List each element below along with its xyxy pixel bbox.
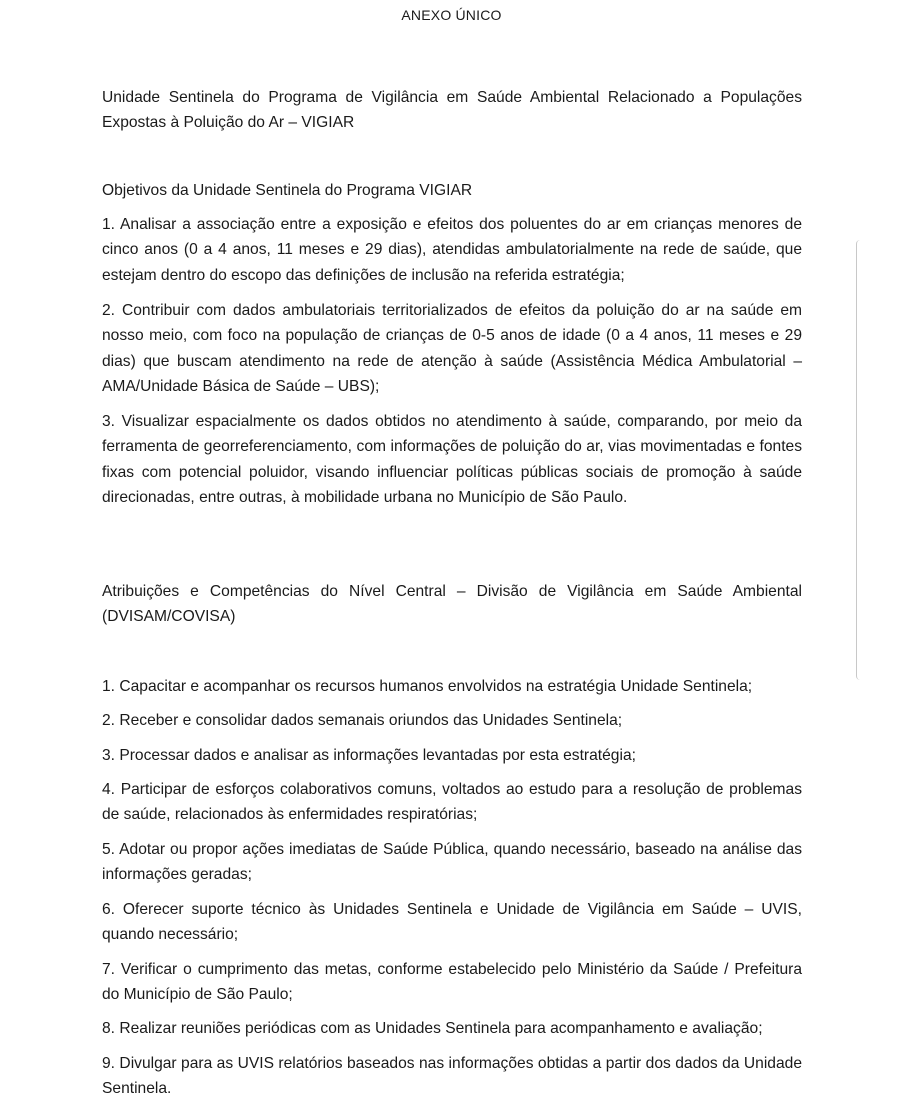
document-title: Unidade Sentinela do Programa de Vigilância em Saúde Ambiental Relacionado a Populações Expostas à Poluição do Ar – VIGIAR [102,89,802,132]
attributions-heading: Atribuições e Competências do Nível Central – Divisão de Vigilância em Saúde Ambiental (DVISAM/COVISA) [102,583,802,626]
page-edge-bracket [856,240,860,680]
attribution-item-6: 6. Oferecer suporte técnico às Unidades Sentinela e Unidade de Vigilância em Saúde – UVIS, quando necessário; [102,901,802,944]
attribution-item-8: 8. Realizar reuniões periódicas com as Unidades Sentinela para acompanhamento e avaliação; [102,1020,763,1037]
annex-header: ANEXO ÚNICO [401,7,502,23]
objective-item-2: 2. Contribuir com dados ambulatoriais territorializados de efeitos da poluição do ar na saúde em nosso meio, com foco na população de crianças de 0-5 anos de idade (0 a 4 anos, 11 meses e 29 dias) que buscam atendimento na rede de atenção à saúde (Assistência Médica Ambulatorial – AMA/Unidade Básica de Saúde – UBS); [102,302,802,395]
objective-item-3: 3. Visualizar espacialmente os dados obtidos no atendimento à saúde, comparando, por meio da ferramenta de georreferenciamento, com informações de poluição do ar, vias movimentadas e fontes fixas com potencial poluidor, visando influenciar políticas públicas sociais de promoção à saúde direcionadas, entre outras, à mobilidade urbana no Município de São Paulo. [102,413,802,506]
attribution-item-5: 5. Adotar ou propor ações imediatas de Saúde Pública, quando necessário, baseado na análise das informações geradas; [102,841,802,884]
objective-item-1: 1. Analisar a associação entre a exposição e efeitos dos poluentes do ar em crianças menores de cinco anos (0 a 4 anos, 11 meses e 29 dias), atendidas ambulatorialmente na rede de saúde, que estejam dentro do escopo das definições de inclusão na referida estratégia; [102,216,802,284]
attribution-item-1: 1. Capacitar e acompanhar os recursos humanos envolvidos na estratégia Unidade Sentinela; [102,678,753,695]
attribution-item-3: 3. Processar dados e analisar as informações levantadas por esta estratégia; [102,747,636,764]
attribution-item-7: 7. Verificar o cumprimento das metas, conforme estabelecido pelo Ministério da Saúde / Prefeitura do Município de São Paulo; [102,961,802,1004]
objectives-heading: Objetivos da Unidade Sentinela do Programa VIGIAR [102,182,473,199]
attribution-item-4: 4. Participar de esforços colaborativos comuns, voltados ao estudo para a resolução de problemas de saúde, relacionados às enfermidades respiratórias; [102,781,802,824]
attribution-item-2: 2. Receber e consolidar dados semanais oriundos das Unidades Sentinela; [102,712,623,729]
attribution-item-9: 9. Divulgar para as UVIS relatórios baseados nas informações obtidas a partir dos dados da Unidade Sentinela. [102,1055,802,1098]
